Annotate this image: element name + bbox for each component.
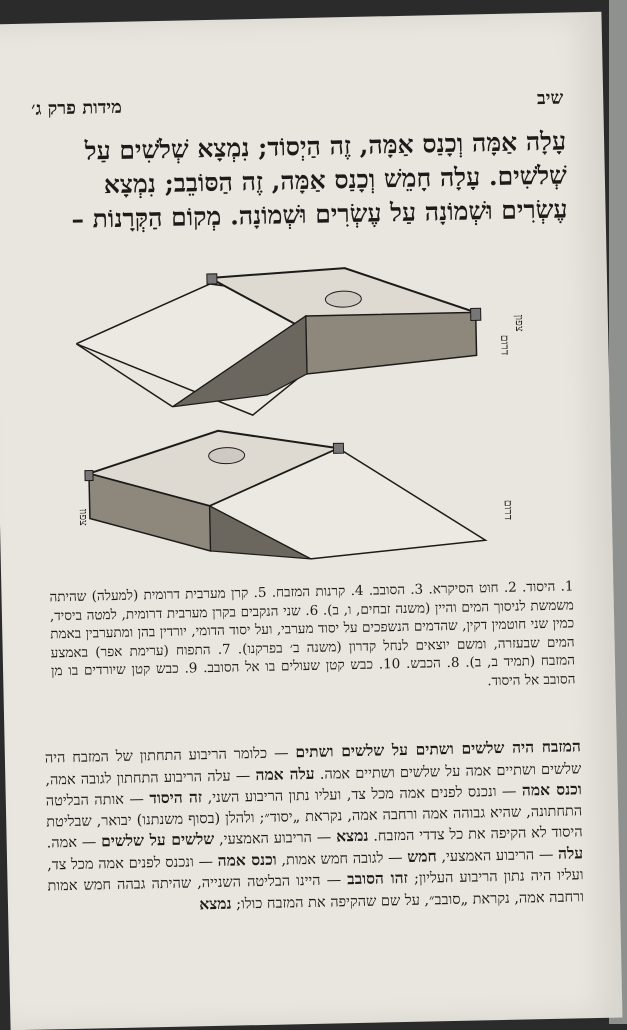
commentary-quote: נמצא <box>199 893 232 913</box>
commentary-quote: וכנס אמה <box>521 779 582 800</box>
commentary-segment: — ונכנס לפנים אמה מכל צד, ועליו היה נתון הריבוע העליון; <box>46 853 584 887</box>
direction-label: צפון <box>76 508 91 526</box>
altar-illustration <box>74 249 541 589</box>
mishnah-line: שְׁלֹשִׁים. עָלָה חָמֵשׁ וְכָנַס אַמָּה, זֶה הַסּוֹבֵב; נִמְצָא <box>103 160 568 200</box>
page-number: שיב <box>536 87 564 109</box>
altar-drawing-top <box>75 265 483 418</box>
commentary-quote: זהו הסובב <box>346 867 409 889</box>
direction-label: דרום <box>501 499 516 521</box>
commentary-segment: — ונכנס לפנים אמה מכל צד, ועליו נתון הריבוע השני, <box>202 783 523 807</box>
commentary-segment: — אמה. <box>46 834 102 852</box>
mishnah-line: עָלָה אַמָּה וְכָנַס אַמָּה, זֶה הַיְסוֹד; נִמְצָא שְׁלֹשִׁים עַל <box>84 126 567 166</box>
commentary-text <box>45 736 584 918</box>
commentary-quote: וכנס אמה <box>217 849 277 870</box>
direction-label: צפון <box>512 314 527 332</box>
book-page <box>0 12 622 1030</box>
commentary-quote: עלה אמה <box>255 763 315 784</box>
commentary-quote: שלשים על שלשים <box>100 828 215 851</box>
commentary-segment: — כלומר הריבוע התחתון של המזבח היה שלשים ושתיים אמה על שלשים ושתיים אמה. <box>44 745 582 783</box>
direction-label: דרום <box>498 334 512 356</box>
commentary-segment: — הריבוע האמצעי, <box>214 829 337 848</box>
altar-drawing-bottom <box>84 425 486 563</box>
commentary-quote: חמש <box>407 845 437 866</box>
commentary-lead: המזבח היה שלשים ושתים על שלשים ושתים <box>295 736 581 762</box>
commentary-quote: נמצא <box>335 825 369 846</box>
commentary-quote: עלה <box>557 842 584 863</box>
commentary-segment: — לגובה חמש אמות, <box>276 849 408 869</box>
commentary-quote: זה היסוד <box>149 787 203 808</box>
commentary-segment: — עלה הריבוע התחתון לגובה אמה, <box>45 767 256 789</box>
commentary-segment: — הריבוע האמצעי, <box>436 846 559 865</box>
page-header <box>31 83 564 124</box>
mishnah-line: עֶשְׂרִים וּשְׁמוֹנָה עַל עֶשְׂרִים וּשְׁמוֹנָה. מְקוֹם הַקְּרָנוֹת – <box>71 194 568 234</box>
running-title: מידות פרק ג׳ <box>31 96 123 120</box>
figure-caption: 1. היסוד. 2. חוט הסיקרא. 3. הסובב. 4. קרנות המזבח. 5. קרן מערבית דרומית (למעלה) שהיתה משמשת לניסוך המים והיין (משנה זבחים, ו, ב). 6. שני הנקבים בקרן מערבית דרומית, למטה ביסיד, כמין שני חוטמין דקין, שהדמים הנשפכים על יסוד מערבי, ועל יסוד הדומי, יורדין בהן ומתערבין באמת המים שבעזרה, ומשם יוצאים לנחל קדרון (משנה ב׳ בפרקנו). 7. התפוח (ערימת אפר) באמצע המזבח (תמיד ב, ב). 8. הכבש. 10. כבש קטן שעולים בו אל הסובב. 9. כבש קטן שיורדים בו מן הסובב אל היסוד. <box>49 578 576 689</box>
commentary-segment: — היינו הבליטה השנייה, שהיתה גבהה חמש אמות ורחבה אמה, נקראת „סובב״, על שם שהקיפה את המזבח כולו; <box>47 872 585 913</box>
mishnah-text <box>34 124 568 237</box>
commentary-segment: — אותה הבליטה התחתונה, שהיא גבוהה אמה ורחבה אמה, נקראת „יסוד״; ולהלן (בסוף משנתנו) יבואר, שבליטת היסוד לא הקיפה את כל צדדי המזבח. <box>45 791 583 845</box>
